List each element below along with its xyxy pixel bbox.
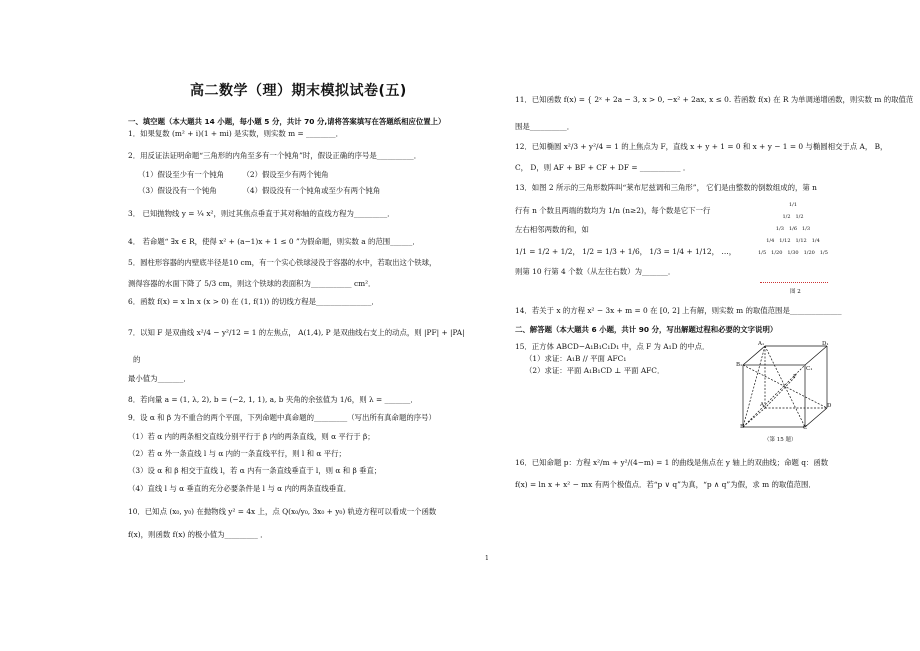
triangle-cell: 1/5	[758, 249, 767, 256]
q16-line2: f(x) = ln x + x² − mx 有两个极值点．若“p ∨ q”为真，“p ∧ q”为假，求 m 的取值范围．	[515, 480, 816, 489]
triangle-row-1	[758, 199, 828, 211]
cube-label-d: D	[827, 403, 832, 409]
triangle-dotted-line	[760, 282, 828, 283]
cube-label-b: B	[740, 424, 745, 430]
q5-line1: 5．圆柱形容器的内壁底半径是10 cm，有一个实心铁球浸没于容器的水中，若取出这个铁球，	[128, 258, 437, 267]
figure2-caption: 图 2	[790, 289, 801, 295]
q2: 2．用反证法证明命题“三角形的内角至多有一个钝角”时，假设正确的序号是__________．	[128, 151, 422, 160]
q12-line1: 12．已知椭圆 x²/3 + y²/4 = 1 的上焦点为 F，直线 x + y + 1 = 0 和 x + y − 1 = 0 与椭圆相交于点 A， B，	[515, 142, 888, 151]
q13-line3: 左右相邻两数的和，如	[515, 225, 589, 234]
cube-diagonal	[743, 346, 765, 427]
q9-item2: （2）若 α 外一条直线 l 与 α 内的一条直线平行，则 l 和 α 平行；	[128, 449, 346, 458]
cube-edge	[743, 346, 765, 365]
triangle-cell: 1/12	[795, 237, 807, 244]
q12-line2: C， D，则 AF + BF + CF + DF = ___________ ．	[515, 163, 691, 172]
triangle-cell: 1/20	[771, 249, 783, 256]
cube-label-f: F	[793, 374, 797, 380]
triangle-cell: 1/2	[782, 213, 791, 220]
q7-line1: 7．以知 F 是双曲线 x²/4 − y²/12 = 1 的左焦点， A(1,4), P 是双曲线右支上的动点，则 |PF| + |PA|	[128, 328, 465, 337]
triangle-cell: 1/1	[788, 201, 798, 208]
q11-line1: 11．已知函数 f(x) = { 2ˣ + 2a − 3, x > 0, −x² + 2ax, x ≤ 0. 若函数 f(x) 在 R 为单调递增函数，则实数 m 的取值范	[515, 95, 914, 104]
q2-options-a: （1）假设至少有一个钝角 （2）假设至少有两个钝角	[138, 170, 329, 179]
triangle-cell: 1/6	[788, 225, 798, 232]
triangle-cell: 1/2	[795, 213, 804, 220]
triangle-cell: 1/3	[775, 225, 784, 232]
triangle-row-4	[758, 235, 828, 247]
cube-label-b1: B₁	[736, 362, 743, 368]
q7-line3: 最小值为_______．	[128, 374, 191, 383]
q13-line4: 1/1 = 1/2 + 1/2， 1/2 = 1/3 + 1/6， 1/3 = 1/4 + 1/12， …，	[515, 247, 737, 256]
q14: 14．若关于 x 的方程 x² − 3x + m = 0 在 [0, 2] 上有解，则实数 m 的取值范围是______________	[515, 306, 842, 315]
q9-item4: （4）直线 l 与 α 垂直的充分必要条件是 l 与 α 内的两条直线垂直．	[128, 484, 351, 493]
cube-edge	[805, 346, 827, 365]
q10-line2: f(x)，则函数 f(x) 的极小值为_________ ．	[128, 530, 268, 539]
triangle-cell: 1/12	[779, 237, 791, 244]
cube-label-c1: C₁	[806, 366, 813, 372]
q5-line2: 测得容器的水面下降了 5/3 cm，则这个铁球的表面积为___________ cm²．	[128, 279, 376, 288]
q13-line2: 行有 n 个数且两端的数均为 1/n (n≥2)，每个数是它下一行	[515, 206, 711, 215]
triangle-row-2	[758, 211, 828, 223]
q10-line1: 10．已知点 (x₀, y₀) 在抛物线 y² = 4x 上，点 Q(x₀/y₀, 3x₀ + y₀) 轨迹方程可以看成一个函数	[128, 507, 437, 516]
cube-label-c: C	[803, 425, 808, 431]
cube-label-a1: A₁	[758, 341, 765, 347]
triangle-cell: 1/4	[811, 237, 820, 244]
section-fill-in-heading: 一、填空题（本大题共 14 小题，每小题 5 分，共计 70 分,请将答案填写在答题纸相应位置上）	[128, 117, 446, 126]
q13-line5: 则第 10 行第 4 个数（从左往右数）为_______．	[515, 267, 676, 276]
triangle-cell: 1/5	[819, 249, 828, 256]
cube-diagonal	[743, 365, 827, 408]
q9-item1: （1）若 α 内的两条相交直线分别平行于 β 内的两条直线，则 α 平行于 β；	[128, 432, 375, 441]
q3: 3． 已知抛物线 y = ¼ x²，则过其焦点垂直于其对称轴的直线方程为_________．	[128, 209, 395, 218]
q11-line2: 围是__________．	[515, 122, 575, 131]
q15-part1: （1）求证：A₁B // 平面 AFC₁	[525, 354, 627, 363]
q15-part2: （2）求证：平面 A₁B₁CD ⊥ 平面 AFC．	[525, 366, 665, 375]
q9-item3: （3）设 α 和 β 相交于直线 l，若 α 内有一条直线垂直于 l，则 α 和 β 垂直；	[128, 466, 382, 475]
triangle-cell: 1/3	[802, 225, 811, 232]
q15-line1: 15．正方体 ABCD−A₁B₁C₁D₁ 中，点 F 为 A₁D 的中点．	[515, 342, 710, 351]
q6: 6．函数 f(x) = x ln x (x > 0) 在 (1, f(1)) 的切线方程是_______________．	[128, 297, 379, 306]
triangle-cell: 1/30	[787, 249, 799, 256]
q1: 1．如果复数 (m² + i)(1 + mi) 是实数，则实数 m = ________．	[128, 129, 344, 138]
exam-title: 高二数学（理）期末模拟试卷(五)	[190, 83, 407, 99]
figure15-caption: （第 15 题）	[764, 437, 797, 443]
q8: 8．若向量 a = (1, λ, 2), b = (−2, 1, 1), a, b 夹角的余弦值为 1/6，则 λ = _______．	[128, 395, 418, 404]
q2-options-b: （3）假设没有一个钝角 （4）假设没有一个钝角或至少有两个钝角	[138, 186, 381, 195]
cube-diagonal	[765, 377, 795, 408]
q16-line1: 16．已知命题 p：方程 x²/m + y²/(4−m) = 1 的曲线是焦点在 y 轴上的双曲线；命题 q：函数	[515, 458, 829, 467]
q4: 4． 若命题“ ∃x ∈ R，使得 x² + (a−1)x + 1 ≤ 0 ”为假命题，则实数 a 的范围______．	[128, 237, 420, 246]
leibniz-triangle-figure	[758, 199, 828, 259]
section-answer-heading: 二、解答题（本大题共 6 小题，共计 90 分，写出解题过程和必要的文字说明）	[515, 325, 778, 334]
cube-figure	[735, 340, 835, 435]
q9: 9．设 α 和 β 为不重合的两个平面，下列命题中真命题的_________（写出所有真命题的序号）	[128, 413, 436, 422]
q7-line2: 的	[133, 355, 141, 364]
cube-label-d1: D₁	[822, 341, 829, 347]
triangle-cell: 1/4	[766, 237, 775, 244]
page-number: 1	[485, 555, 489, 562]
triangle-cell: 1/20	[803, 249, 815, 256]
q13-line1: 13．如图 2 所示的三角形数阵叫“莱布尼兹调和三角形”， 它们是由整数的倒数组成的，第 n	[515, 183, 817, 192]
triangle-row-3	[758, 223, 828, 235]
cube-edge	[805, 408, 827, 427]
triangle-row-5	[758, 247, 828, 259]
cube-label-a: A	[760, 402, 764, 408]
